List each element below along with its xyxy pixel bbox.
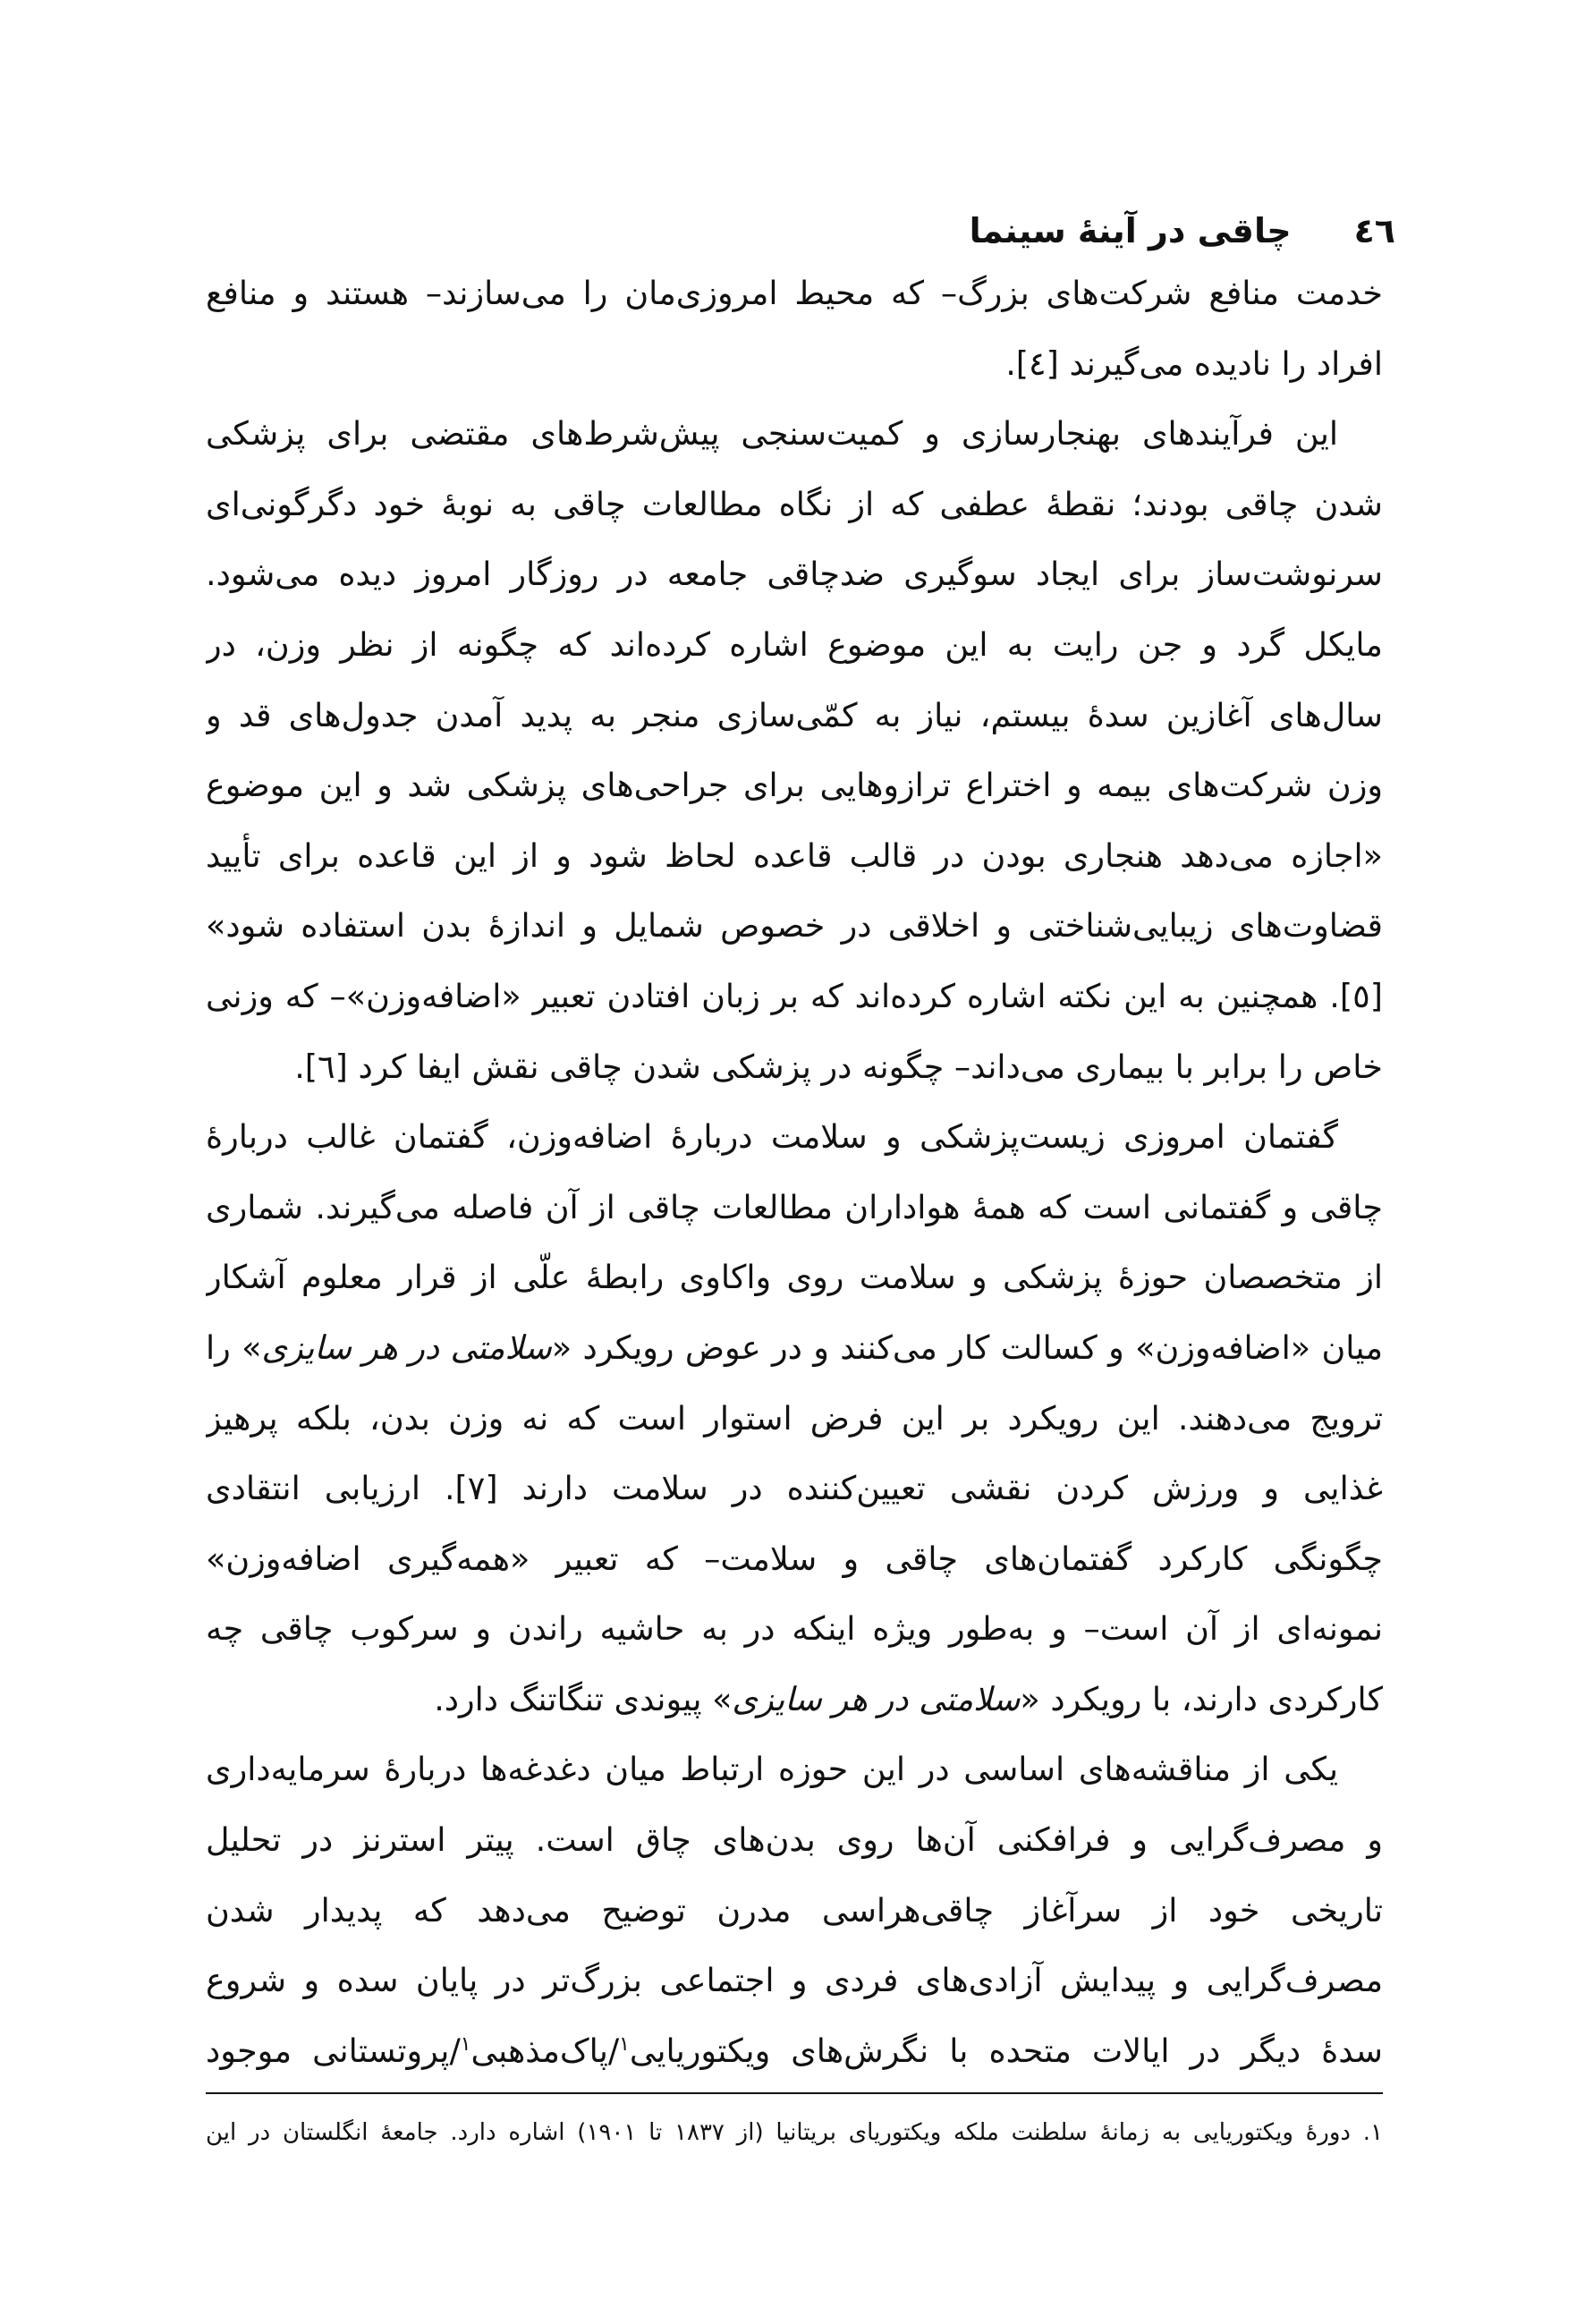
- text-line: ترویج می‌دهند. این رویکرد بر این فرض استوار است که نه وزن بدن، بلکه پرهیز: [206, 1398, 1383, 1438]
- text-line: افراد را نادیده می‌گیرند [٤].: [1005, 344, 1383, 383]
- page-number: ٤٦: [1353, 211, 1395, 250]
- text-line: خدمت منافع شرکت‌های بزرگ– که محیط امروزی‌مان را می‌سازند– هستند و منافع: [206, 274, 1383, 312]
- text-segment: /پروتستانی موجود: [206, 2031, 461, 2070]
- text-segment: کارکردی دارند، با رویکرد «: [1020, 1679, 1383, 1718]
- text-segment: سدهٔ دیگر در ایالات متحده با نگرش‌های ویکتوریایی: [629, 2031, 1383, 2070]
- text-line: از متخصصان حوزهٔ پزشکی و سلامت روی واکاوی رابطهٔ علّی از قرار معلوم آشکار: [206, 1258, 1383, 1297]
- paragraph: [206, 1735, 1383, 2086]
- footnote: ١. دورهٔ ویکتوریایی به زمانهٔ سلطنت ملکه ویکتوریای بریتانیا (از ١٨٣٧ تا ١٩٠١) اشاره دارد. جامعهٔ انگلستان در این: [206, 2119, 1383, 2146]
- footnote-marker: ١: [619, 2032, 630, 2056]
- text-line: خاص را برابر با بیماری می‌داند– چگونه در پزشکی شدن چاقی نقش ایفا کرد [٦].: [294, 1047, 1383, 1086]
- text-line: سال‌های آغازین سدهٔ بیستم، نیاز به کمّی‌سازی منجر به پدید آمدن جدول‌های قد و: [206, 695, 1383, 734]
- text-line: «اجازه می‌دهد هنجاری بودن در قالب قاعده لحاظ شود و از این قاعده برای تأیید: [206, 835, 1383, 875]
- text-line: این فرآیندهای بهنجارسازی و کمیت‌سنجی پیش‌شرط‌های مقتضی برای پزشکی: [206, 414, 1338, 454]
- text-segment: میان «اضافه‌وزن» و کسالت کار می‌کنند و در عوض رویکرد «: [551, 1327, 1383, 1367]
- text-line: وزن شرکت‌های بیمه و اختراع ترازوهایی برای جراحی‌های پزشکی شد و این موضوع: [206, 766, 1383, 805]
- text-line: چگونگی کارکرد گفتمان‌های چاقی و سلامت– که تعبیر «همه‌گیری اضافه‌وزن»: [206, 1539, 1383, 1578]
- footnote-rule: [206, 2092, 1383, 2094]
- footnote-marker: ١: [460, 2032, 471, 2056]
- running-head: [202, 202, 1395, 259]
- running-title: چاقی در آینهٔ سینما: [969, 211, 1292, 250]
- paragraph: [206, 399, 1383, 1102]
- text-line: گفتمان امروزی زیست‌پزشکی و سلامت دربارهٔ اضافه‌وزن، گفتمان غالب دربارهٔ: [206, 1117, 1338, 1157]
- text-line: چاقی و گفتمانی است که همهٔ هواداران مطالعات چاقی از آن فاصله می‌گیرند. شماری: [206, 1187, 1383, 1226]
- text-line: غذایی و ورزش کردن نقشی تعیین‌کننده در سلامت دارند [٧]. ارزیابی انتقادی: [206, 1469, 1383, 1508]
- text-line: مصرف‌گرایی و پیدایش آزادی‌های فردی و اجتماعی بزرگ‌تر در پایان سده و شروع: [206, 1961, 1383, 2000]
- text-line: و مصرف‌گرایی و فرافکنی آن‌ها روی بدن‌های چاق است. پیتر استرنز در تحلیل: [206, 1820, 1383, 1860]
- text-line: قضاوت‌های زیبایی‌شناختی و اخلاقی در خصوص شمایل و اندازهٔ بدن استفاده شود»: [206, 906, 1383, 946]
- paragraph: [206, 259, 1383, 399]
- text-line: [٥]. همچنین به این نکته اشاره کرده‌اند که بر زبان افتادن تعبیر «اضافه‌وزن»– که وزنی: [206, 976, 1383, 1015]
- text-line: [206, 2016, 1383, 2087]
- text-line: مایکل گرد و جن رایت به این موضوع اشاره کرده‌اند که چگونه از نظر وزن، در: [206, 624, 1383, 664]
- text-segment: » پیوندی تنگاتنگ دارد.: [434, 1679, 733, 1718]
- text-segment: » را: [206, 1327, 262, 1367]
- italic-term: سلامتی در هر سایزی: [261, 1327, 552, 1367]
- body-text: [206, 259, 1383, 2086]
- text-line: تاریخی خود از سرآغاز چاقی‌هراسی مدرن توضیح می‌دهد که پدیدار شدن: [206, 1890, 1383, 1930]
- italic-term: سلامتی در هر سایزی: [732, 1679, 1021, 1718]
- text-line: یکی از مناقشه‌های اساسی در این حوزه ارتباط میان دغدغه‌ها دربارهٔ سرمایه‌داری: [206, 1750, 1338, 1789]
- text-line: سرنوشت‌ساز برای ایجاد سوگیری ضدچاقی جامعه در روزگار امروز دیده می‌شود.: [206, 555, 1383, 594]
- paragraph: [206, 1102, 1383, 1735]
- text-line: نمونه‌ای از آن است– و به‌طور ویژه اینکه در به حاشیه راندن و سرکوب چاقی چه: [206, 1609, 1383, 1649]
- text-line: [206, 1313, 1383, 1384]
- text-line: شدن چاقی بودند؛ نقطهٔ عطفی که از نگاه مطالعات چاقی به نوبهٔ خود دگرگونی‌ای: [206, 484, 1383, 523]
- text-segment: /پاک‌مذهبی: [470, 2031, 620, 2070]
- text-line: [206, 1665, 1383, 1735]
